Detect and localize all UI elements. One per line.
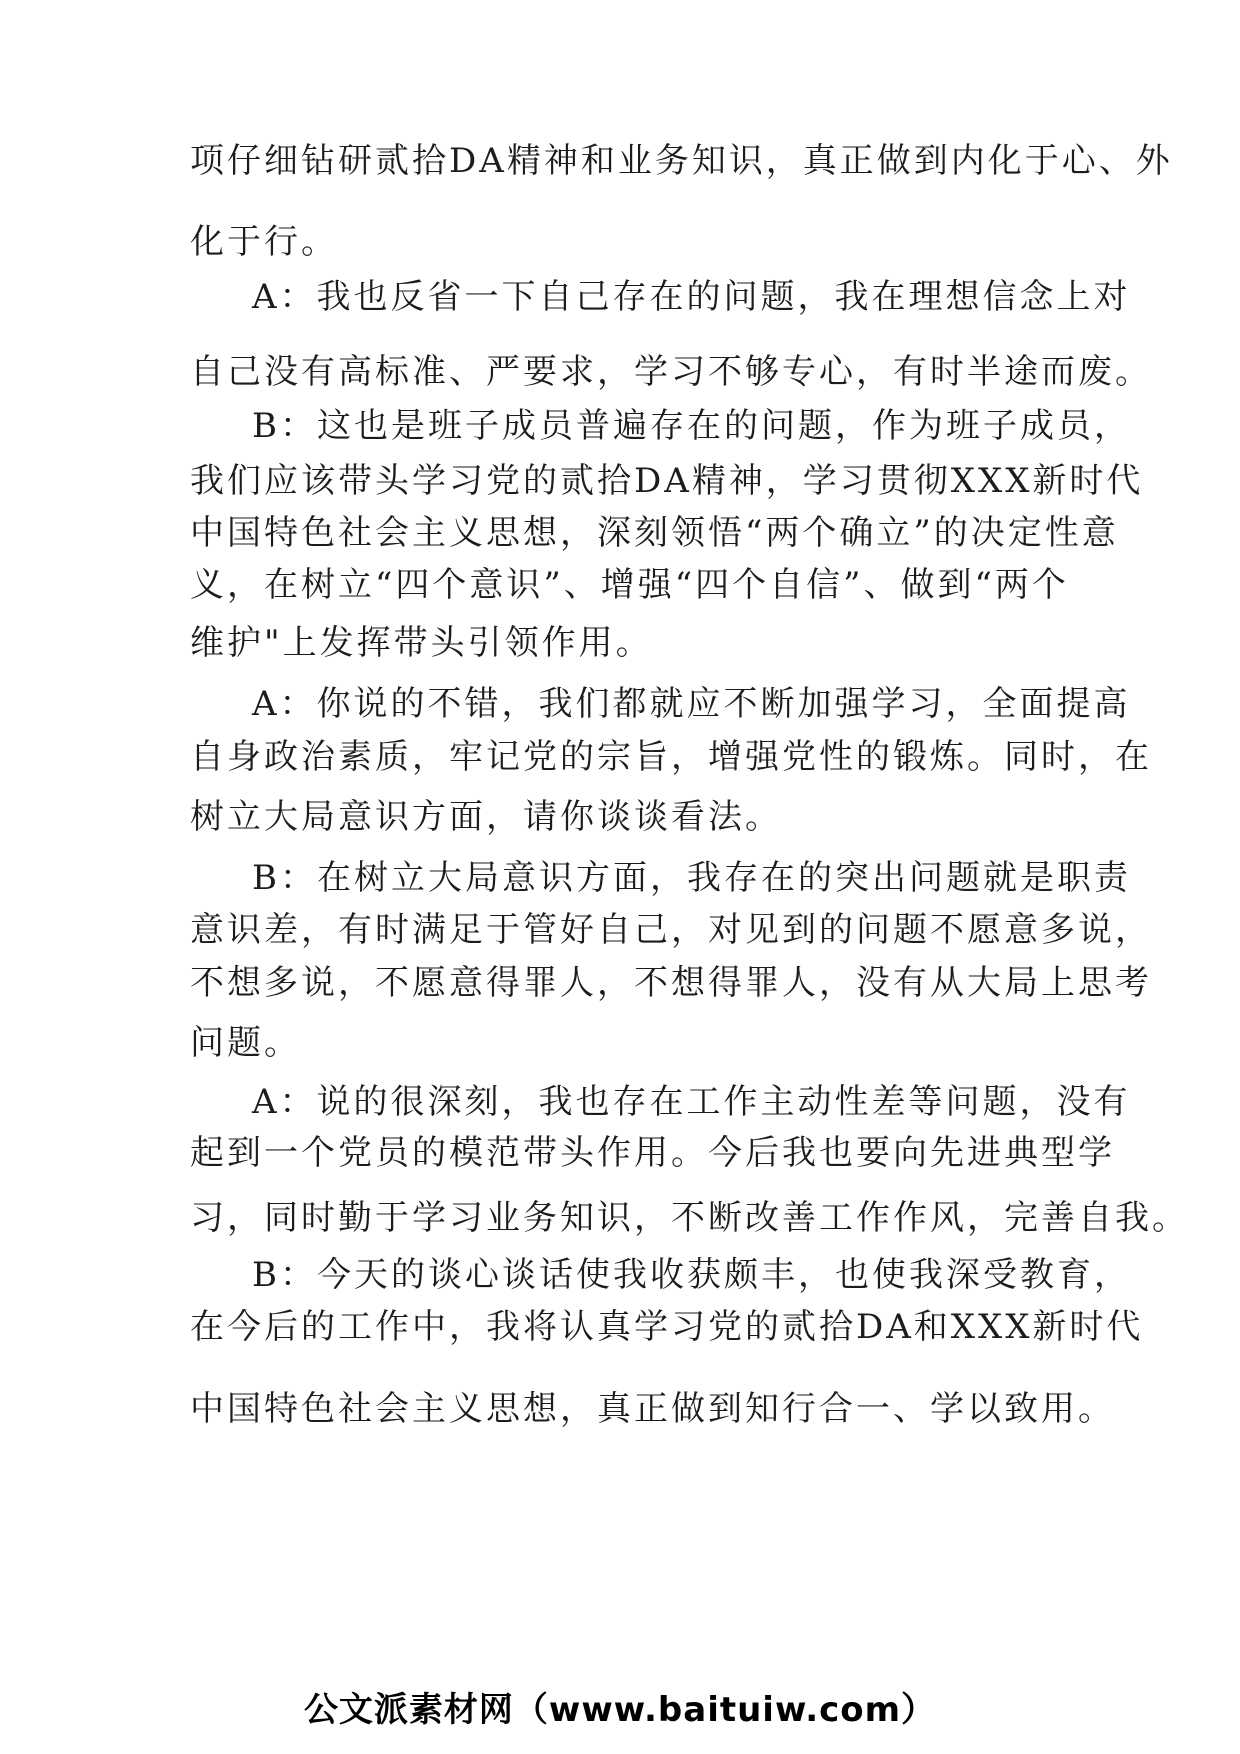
text-line-14: 意识差，有时满足于管好自己，对见到的问题不愿意多说， <box>190 910 1152 950</box>
text-line-18: 起到一个党员的模范带头作用。今后我也要向先进典型学 <box>190 1133 1115 1173</box>
text-line-1: 项仔细钻研贰拾DA精神和业务知识，真正做到内化于心、外 <box>190 141 1173 181</box>
text-line-5: B：这也是班子成员普遍存在的问题，作为班子成员， <box>252 406 1131 446</box>
text-line-13: B：在树立大局意识方面，我存在的突出问题就是职责 <box>252 858 1131 898</box>
text-line-20: B：今天的谈心谈话使我收获颇丰，也使我深受教育， <box>252 1255 1131 1295</box>
text-line-11: 自身政治素质，牢记党的宗旨，增强党性的锻炼。同时，在 <box>190 737 1152 777</box>
text-line-21: 在今后的工作中，我将认真学习党的贰拾DA和XXX新时代 <box>190 1307 1144 1347</box>
text-line-19: 习，同时勤于学习业务知识，不断改善工作作风，完善自我。 <box>190 1198 1189 1238</box>
text-line-8: 义，在树立“四个意识”、增强“四个自信”、做到“两个 <box>190 565 1069 605</box>
text-line-7: 中国特色社会主义思想，深刻领悟“两个确立”的决定性意 <box>190 513 1119 553</box>
text-line-16: 问题。 <box>190 1023 301 1063</box>
text-line-4: 自己没有高标准、严要求，学习不够专心，有时半途而废。 <box>190 352 1152 392</box>
text-line-22: 中国特色社会主义思想，真正做到知行合一、学以致用。 <box>190 1389 1115 1429</box>
text-line-15: 不想多说，不愿意得罪人，不想得罪人，没有从大局上思考 <box>190 963 1152 1003</box>
text-line-2: 化于行。 <box>190 222 338 262</box>
text-line-6: 我们应该带头学习党的贰拾DA精神，学习贯彻XXX新时代 <box>190 461 1144 501</box>
text-line-12: 树立大局意识方面，请你谈谈看法。 <box>190 797 782 837</box>
text-line-17: A：说的很深刻，我也存在工作主动性差等问题，没有 <box>252 1082 1131 1122</box>
text-line-3: A：我也反省一下自己存在的问题，我在理想信念上对 <box>252 277 1131 317</box>
text-line-9: 维护"上发挥带头引领作用。 <box>190 623 653 663</box>
text-line-10: A：你说的不错，我们都就应不断加强学习，全面提高 <box>252 684 1131 724</box>
footer-watermark: 公文派素材网（www.baituiw.com） <box>303 1690 937 1730</box>
